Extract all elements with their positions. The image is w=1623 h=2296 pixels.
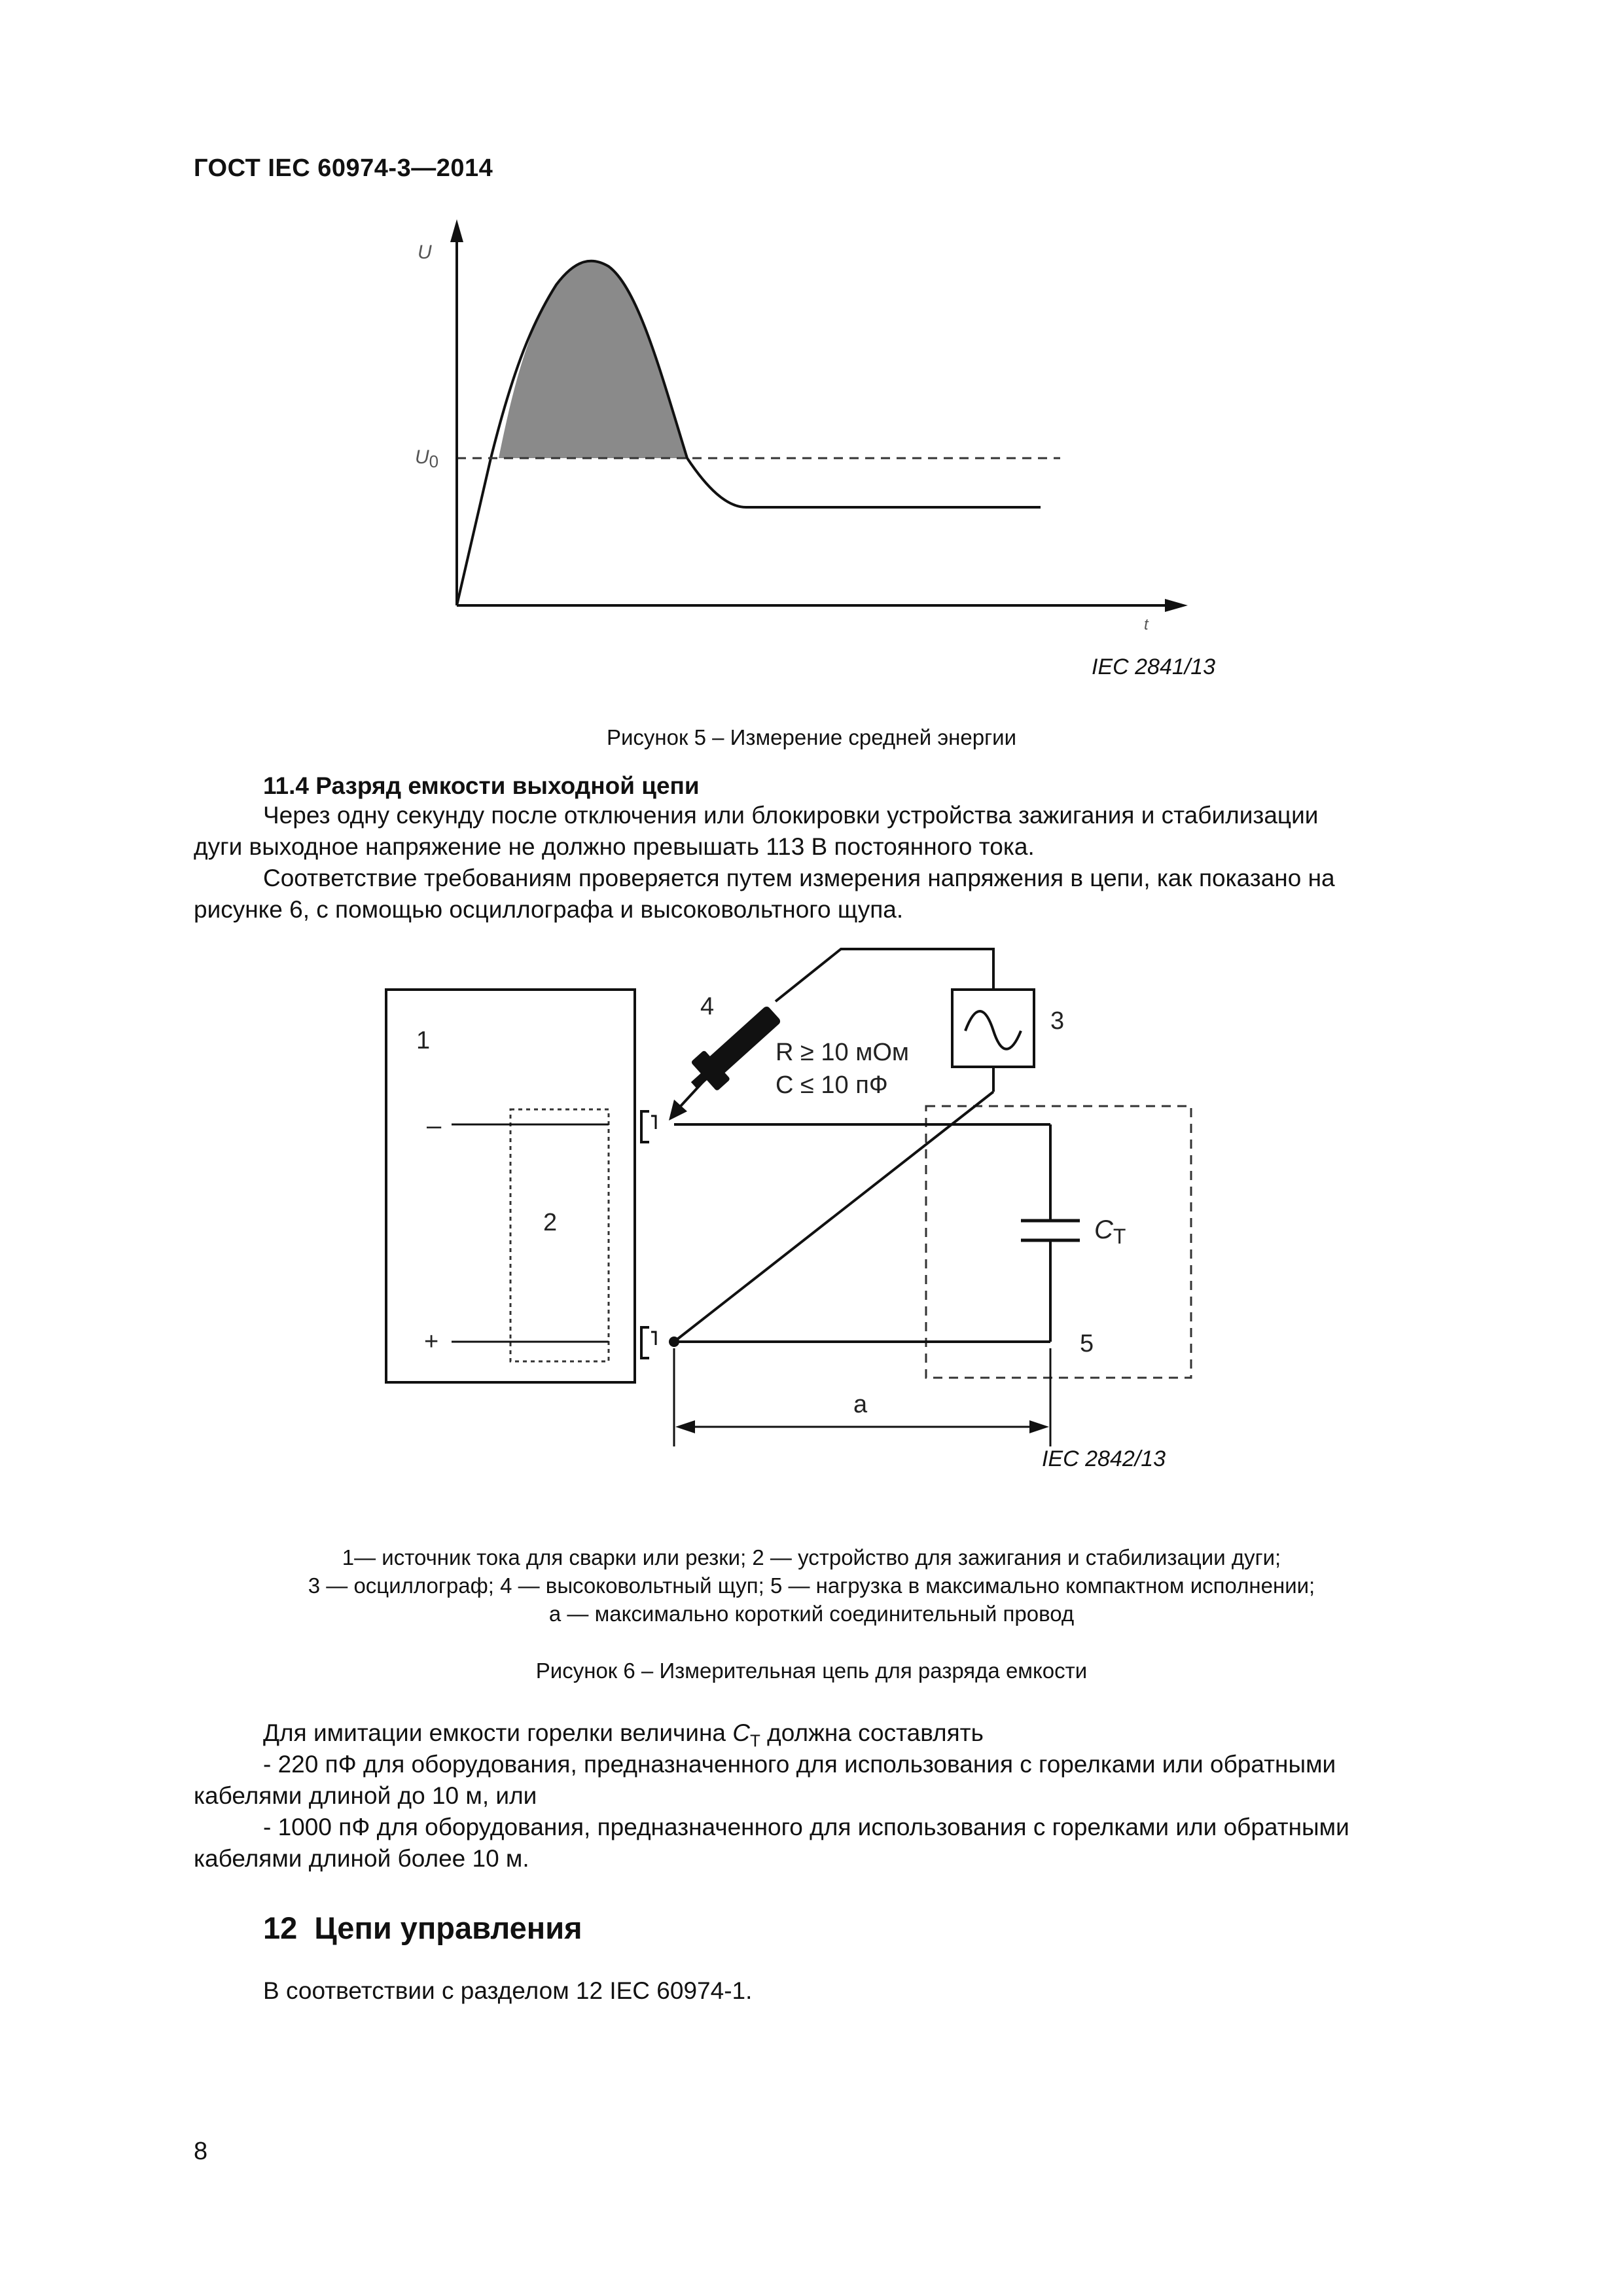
probe-cable (776, 949, 993, 1001)
probe-tip-line (681, 1081, 704, 1106)
u0-label: U0 (415, 446, 439, 471)
label-5: 5 (1080, 1330, 1094, 1357)
label-2: 2 (543, 1209, 558, 1236)
ct-label: $C_T$ (1094, 1215, 1126, 1248)
y-axis-label: U (418, 242, 432, 263)
arc-ignition-device-box (510, 1109, 609, 1361)
figure-6-legend: 1— источник тока для сварки или резки; 2 — устройство для зажигания и стабилизации дуги; 3 — осциллограф; 4 — высоковольтный щуп; 5 — нагрузка в максимально компактном исполнении; a — максимально короткий соединительный провод (308, 1545, 1315, 1626)
section-11-4-paragraph-2: Соответствие требованиям проверяется путем измерения напряжения в цепи, как показано на рисунке 6, с помощью осциллографа и высоковольтного щупа. (194, 865, 1335, 923)
c-spec: C ≤ 10 пФ (776, 1071, 888, 1099)
dim-a-label: a (853, 1391, 868, 1418)
x-axis-label: t (1144, 616, 1149, 634)
junction-dot (669, 1336, 679, 1347)
dim-arrow-left (675, 1420, 695, 1433)
minus-sign: – (427, 1111, 442, 1140)
minus-terminal-inner (651, 1116, 656, 1129)
figure-5-energy-plot (393, 209, 1243, 655)
r-spec: R ≥ 10 мОм (776, 1039, 910, 1066)
figure-5-source: IEC 2841/13 (1092, 655, 1216, 679)
figure-6-caption: Рисунок 6 – Измерительная цепь для разряда емкости (535, 1659, 1088, 1683)
page-number: 8 (194, 2138, 208, 2165)
dim-arrow-right (1029, 1420, 1049, 1433)
energy-area (499, 261, 687, 458)
document-header: ГОСТ IEC 60974-3—2014 (194, 154, 493, 182)
label-4: 4 (700, 993, 715, 1020)
ct-item-1000pf: - 1000 пФ для оборудования, предназначенного для использования с горелками или обратными кабелями длиной более 10 м. (194, 1814, 1349, 1872)
label-3: 3 (1050, 1007, 1065, 1035)
figure-6-source: IEC 2842/13 (1042, 1446, 1166, 1471)
minus-terminal (641, 1111, 649, 1142)
plus-terminal-inner (651, 1332, 656, 1345)
sine-wave-icon (965, 1011, 1021, 1049)
plus-terminal (641, 1327, 649, 1358)
x-axis-arrow (1165, 599, 1188, 612)
section-12-text: В соответствии с разделом 12 IEC 60974-1. (263, 1977, 753, 2004)
section-12-heading: 12 Цепи управления (263, 1910, 582, 1945)
y-axis-arrow (450, 219, 463, 242)
label-1: 1 (416, 1027, 431, 1054)
ct-item-220pf: - 220 пФ для оборудования, предназначенного для использования с горелками или обратными кабелями длиной до 10 м, или (194, 1751, 1336, 1809)
ct-requirement-line: Для имитации емкости горелки величина $C_T$ должна составлять (263, 1719, 984, 1751)
section-11-4-title: 11.4 Разряд емкости выходной цепи (263, 772, 700, 799)
plus-sign: + (424, 1328, 439, 1355)
figure-6-circuit-diagram (366, 929, 1217, 1466)
oscilloscope-ground-lead (674, 1092, 993, 1342)
high-voltage-probe (681, 999, 787, 1100)
figure-5-caption: Рисунок 5 – Измерение средней энергии (606, 725, 1017, 749)
section-11-4-paragraph-1: Через одну секунду после отключения или блокировки устройства зажигания и стабилизации дуги выходное напряжение не должно превышать 113 В постоянного тока. (194, 802, 1319, 860)
